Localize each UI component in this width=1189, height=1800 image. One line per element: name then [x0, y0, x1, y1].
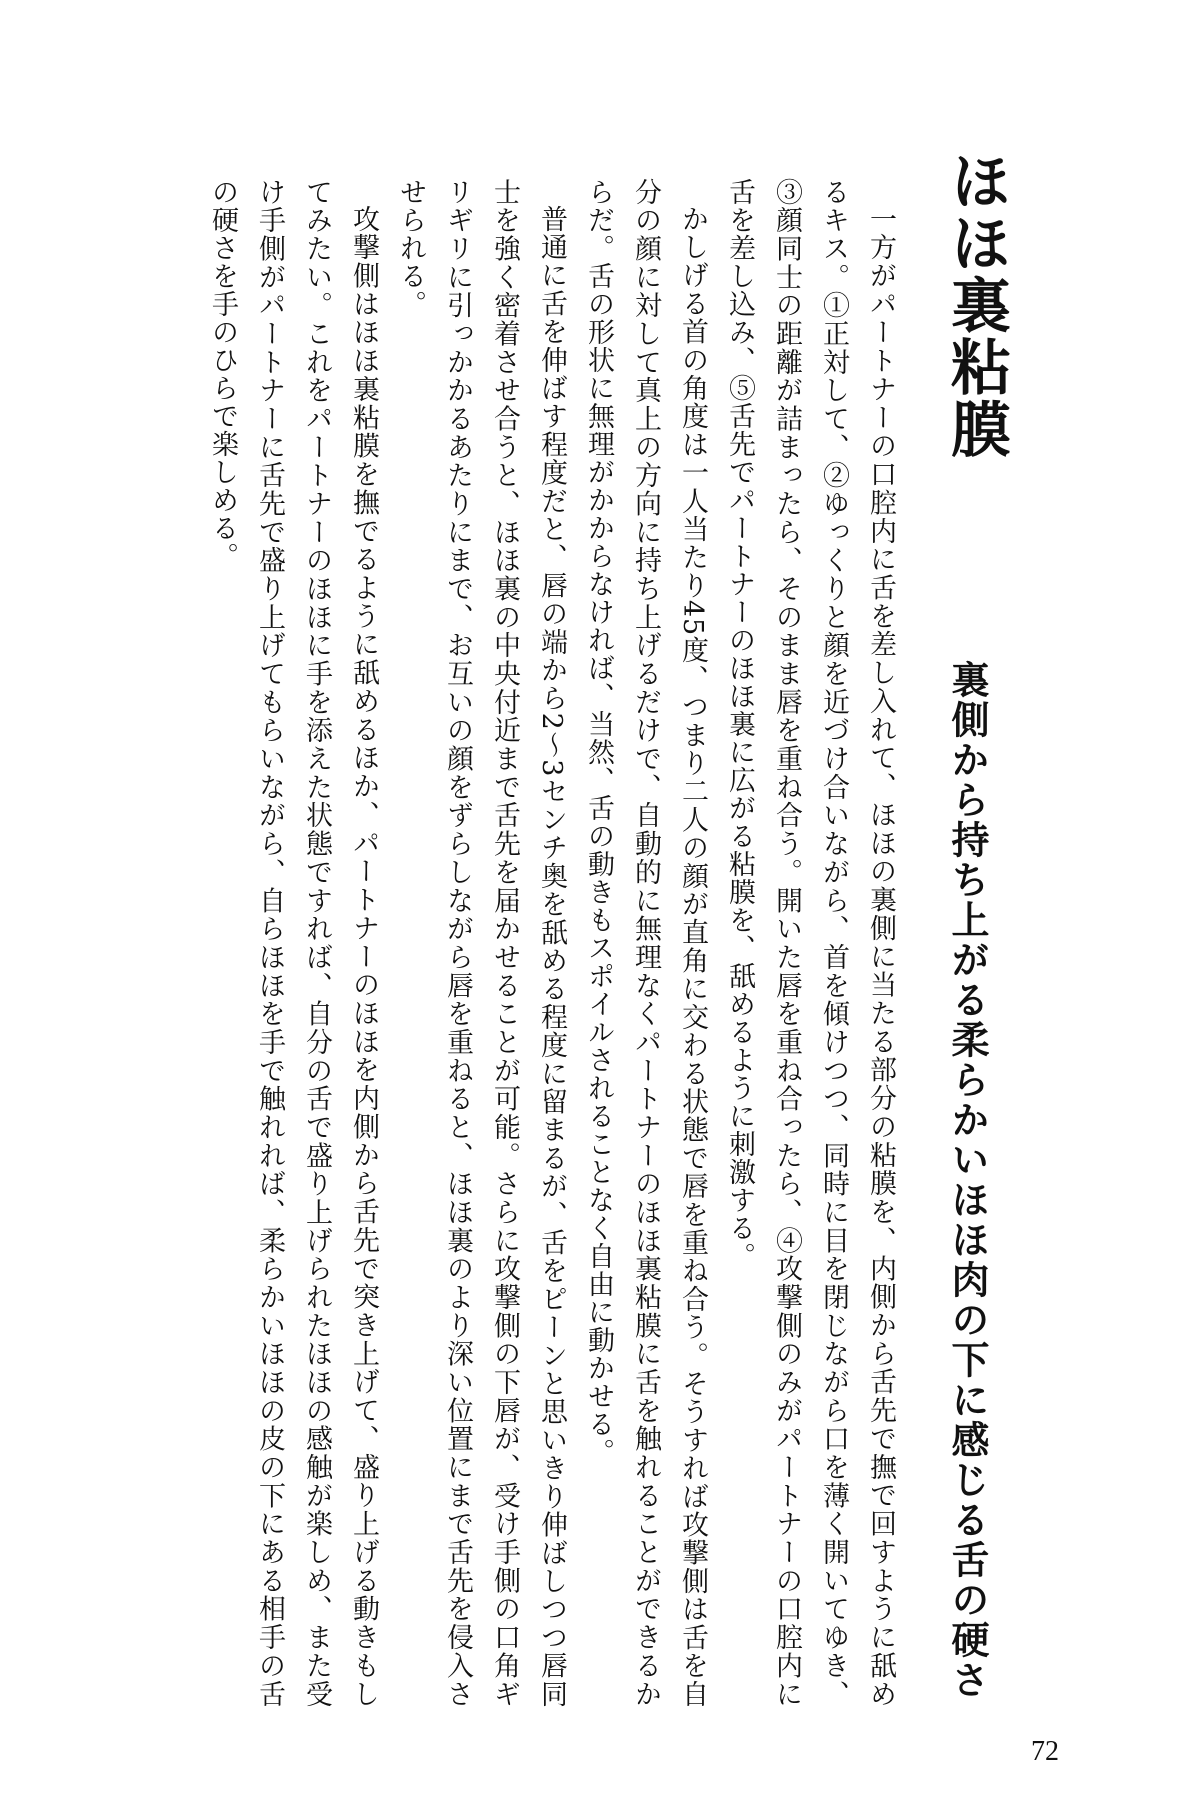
paragraph: 攻撃側はほほ裏粘膜を撫でるように舐めるほか、パートナーのほほを内側から舌先で突き上げて、盛り上げる動きもしてみたい。これをパートナーのほほに手を添えた状態ですれば、自分の舌で盛り上げられたほほの感触が楽しめ、また受け手側がパートナーに舌先で盛り上げてもらいながら、自らほほを手で触れれば、柔らかいほほの皮の下にある相手の舌の硬さを手のひらで楽しめる。	[207, 178, 379, 1708]
page-number: 72	[1031, 1736, 1059, 1767]
paragraph: 普通に舌を伸ばす程度だと、唇の端から2〜3センチ奥を舐める程度に留まるが、舌をピーンと思いきり伸ばしつつ唇同士を強く密着させ合うと、ほほ裏の中央付近まで舌先を届かせることが可能。さらに攻撃側の下唇が、受け手側の口角ギリギリに引っかかるあたりにまで、お互いの顔をずらしながら唇を重ねると、ほほ裏のより深い位置にまで舌先を侵入させられる。	[395, 178, 567, 1708]
paragraph: かしげる首の角度は一人当たり45度、つまり二人の顔が直角に交わる状態で唇を重ね合う。そうすれば攻撃側は舌を自分の顔に対して真上の方向に持ち上げるだけで、自動的に無理なくパートナーのほほ裏粘膜に舌を触れることができるからだ。舌の形状に無理がかからなければ、当然、舌の動きもスポイルされることなく自由に動かせる。	[583, 178, 708, 1708]
page-title: ほほ裏粘膜	[941, 150, 1011, 460]
paragraph: 一方がパートナーの口腔内に舌を差し入れて、ほほの裏側に当たる部分の粘膜を、内側から舌先で撫で回すように舐めるキス。①正対して、②ゆっくりと顔を近づけ合いながら、首を傾けつつ、同時に目を閉じながら口を薄く開いてゆき、③顔同士の距離が詰まったら、そのまま唇を重ね合う。開いた唇を重ね合ったら、④攻撃側のみがパートナーの口腔内に舌を差し込み、⑤舌先でパートナーのほほ裏に広がる粘膜を、舐めるように刺激する。	[724, 178, 896, 1708]
body-text	[199, 178, 904, 1708]
page-subtitle: 裏側から持ち上がる柔らかいほほ肉の下に感じる舌の硬さ	[945, 660, 989, 1700]
